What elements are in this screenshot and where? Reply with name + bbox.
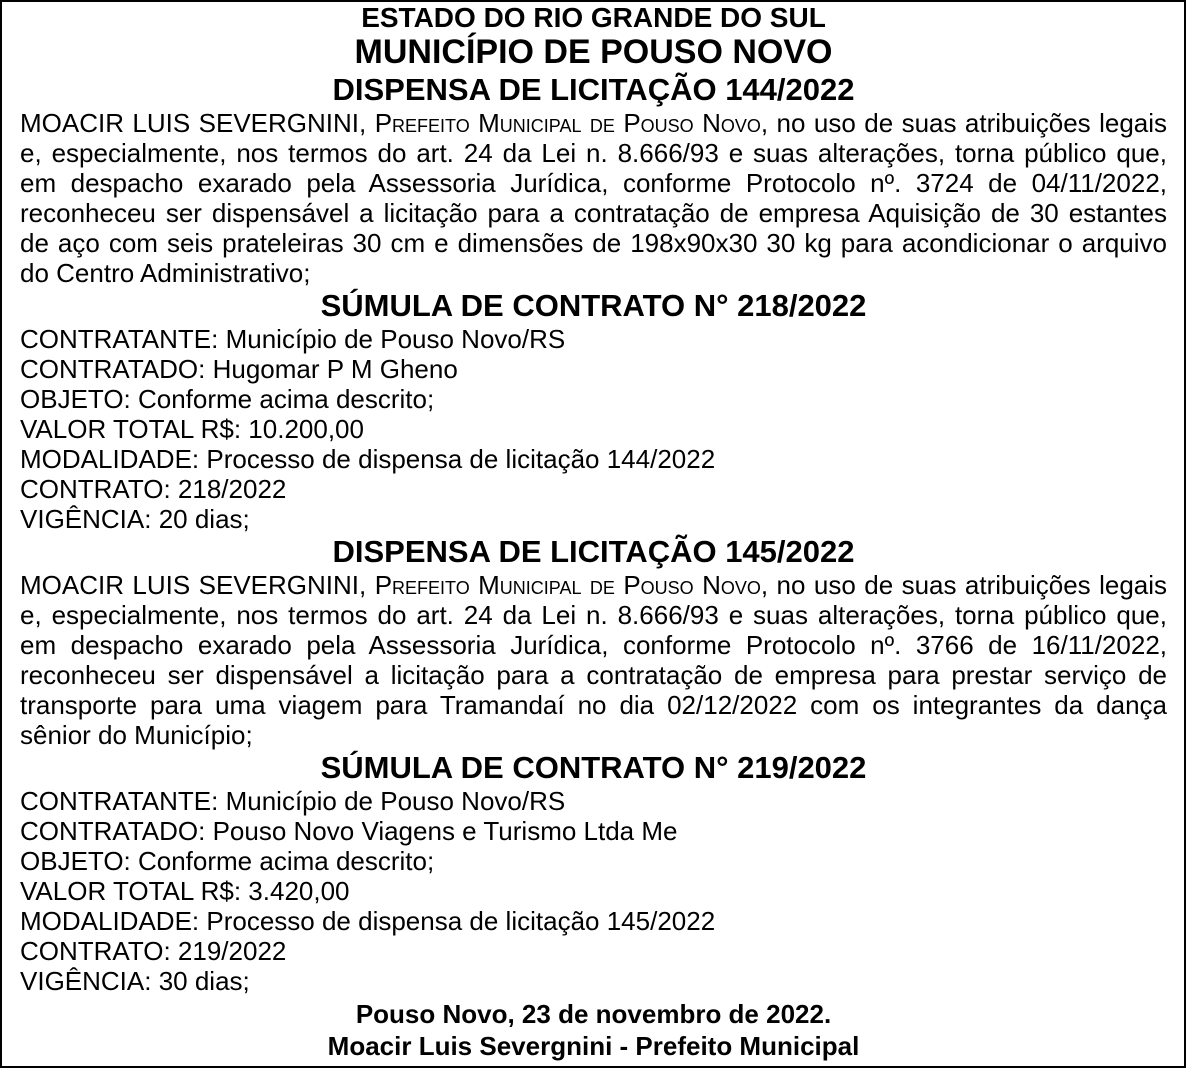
modalidade-line: MODALIDADE: Processo de dispensa de licitação 145/2022: [20, 906, 716, 936]
valor-line: VALOR TOTAL R$: 10.200,00: [20, 414, 364, 444]
mayor-role: Prefeito Municipal de Pouso Novo,: [374, 570, 769, 600]
mayor-name: MOACIR LUIS SEVERGNINI,: [20, 570, 367, 600]
signature-line: Moacir Luis Severgnini - Prefeito Municipal: [327, 1031, 860, 1061]
dispensa-text: no uso de suas atribuições legais e, especialmente, nos termos do art. 24 da Lei n. 8.666/93 e suas alterações, torna público que, em despacho exarado pela Assessoria Jurídica, conforme Protocolo nº. 3766 de 16/11/2022, reconheceu ser dispensável a licitação para a contratação de empresa para prestar serviço de transporte para uma viagem para Tramandaí no dia 02/12/2022 com os integrantes da dança sênior do Município;: [20, 570, 1168, 750]
place-date: Pouso Novo, 23 de novembro de 2022.: [355, 999, 832, 1029]
dispensa-body-1: [20, 108, 1167, 288]
contratado-line: CONTRATADO: Hugomar P M Gheno: [20, 354, 458, 384]
dispensa-text: no uso de suas atribuições legais e, especialmente, nos termos do art. 24 da Lei n. 8.666/93 e suas alterações, torna público que, em despacho exarado pela Assessoria Jurídica, conforme Protocolo nº. 3724 de 04/11/2022, reconheceu ser dispensável a licitação para a contratação de empresa Aquisição de 30 estantes de aço com seis prateleiras 30 cm e dimensões de 198x90x30 30 kg para acondicionar o arquivo do Centro Administrativo;: [20, 108, 1168, 288]
vigencia-line: VIGÊNCIA: 20 dias;: [20, 504, 250, 534]
mayor-role: Prefeito Municipal de Pouso Novo,: [374, 108, 769, 138]
mayor-name: MOACIR LUIS SEVERGNINI,: [20, 108, 367, 138]
dispensa-title-1: DISPENSA DE LICITAÇÃO 144/2022: [332, 72, 855, 107]
objeto-line: OBJETO: Conforme acima descrito;: [20, 384, 435, 414]
valor-line: VALOR TOTAL R$: 3.420,00: [20, 876, 350, 906]
modalidade-line: MODALIDADE: Processo de dispensa de licitação 144/2022: [20, 444, 716, 474]
sumula-title-1: SÚMULA DE CONTRATO N° 218/2022: [320, 288, 867, 323]
contrato-line: CONTRATO: 218/2022: [20, 474, 287, 504]
contrato-line: CONTRATO: 219/2022: [20, 936, 287, 966]
contratado-line: CONTRATADO: Pouso Novo Viagens e Turismo Ltda Me: [20, 816, 678, 846]
contratante-line: CONTRATANTE: Município de Pouso Novo/RS: [20, 786, 566, 816]
vigencia-line: VIGÊNCIA: 30 dias;: [20, 966, 250, 996]
dispensa-title-2: DISPENSA DE LICITAÇÃO 145/2022: [332, 534, 855, 569]
municipality-heading: MUNICÍPIO DE POUSO NOVO: [354, 33, 833, 71]
sumula-title-2: SÚMULA DE CONTRATO N° 219/2022: [320, 750, 867, 785]
state-heading: ESTADO DO RIO GRANDE DO SUL: [361, 2, 826, 33]
objeto-line: OBJETO: Conforme acima descrito;: [20, 846, 435, 876]
dispensa-body-2: [20, 570, 1167, 750]
contratante-line: CONTRATANTE: Município de Pouso Novo/RS: [20, 324, 566, 354]
